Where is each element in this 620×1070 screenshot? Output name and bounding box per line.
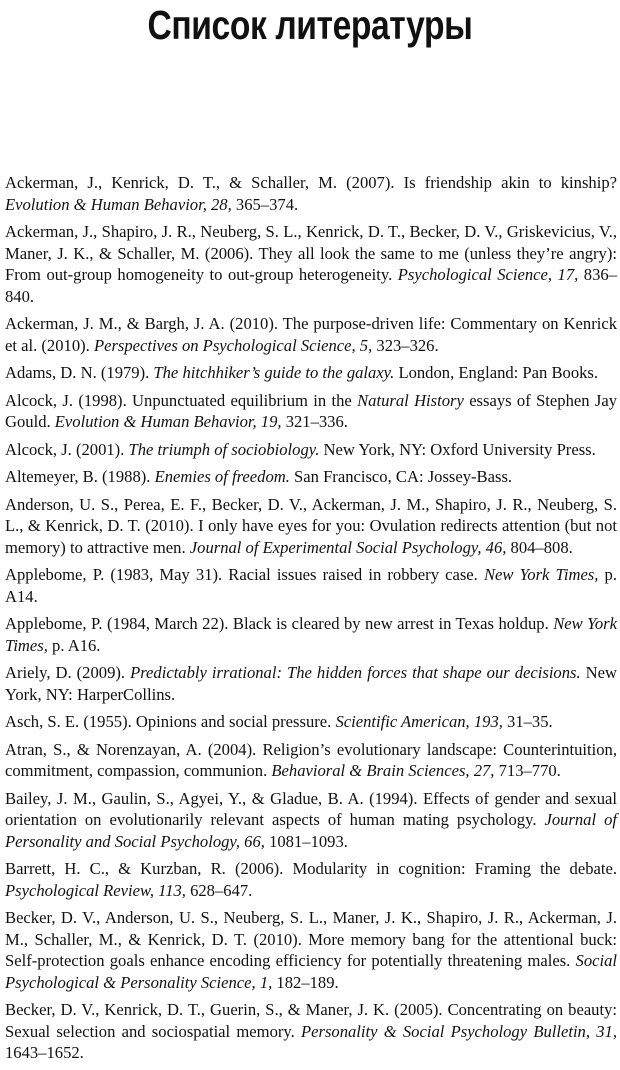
reference-text: Alcock, J. (1998). Unpunctuated equilibrium in the [5, 390, 358, 410]
reference-text: Barrett, H. C., & Kurzban, R. (2006). Modularity in cognition: Framing the debate. [5, 859, 617, 878]
reference-text: Becker, D. V., Anderson, U. S., Neuberg, S. L., Maner, J. K., Shapiro, J. R., Ackerman, J. M., Schaller, M., & Kenrick, D. T. (2010). More memory bang for the attentional buck: Self-protection goals enhance encoding efficiency for potentially threatening males. [5, 908, 617, 970]
reference-source: Personality & Social Psychology Bulletin, 31, [301, 1021, 617, 1041]
reference-text: 836–840. [5, 265, 617, 306]
reference-source: Psychological Science, 17, [397, 265, 579, 284]
reference-text: essays of Stephen Jay Gould. [5, 390, 617, 431]
reference-entry [5, 907, 617, 993]
reference-entry [5, 362, 617, 384]
reference-source: The triumph of sociobiology. [128, 439, 320, 459]
reference-text: 321–336. [281, 412, 348, 431]
reference-source: Psychological Review, 113, [5, 880, 186, 900]
reference-entry [5, 999, 617, 1064]
reference-text: Adams, D. N. (1979). [5, 363, 154, 382]
reference-entry [5, 858, 617, 901]
reference-text: Applebome, P. (1984, March 22). Black is cleared by new arrest in Texas holdup. [5, 614, 554, 633]
reference-source: New York Times, [5, 614, 617, 655]
reference-text: Ackerman, J., Shapiro, J. R., Neuberg, S. L., Kenrick, D. T., Becker, D. V., Griskevicius, V., Maner, J. K., & Schaller, M. (2006). They all look the same to me (unless they’re angry): From out-group homogeneity to out-group heterogeneity. [5, 222, 617, 284]
reference-source: Evolution & Human Behavior, 19, [54, 412, 282, 431]
reference-source: Enemies of freedom. [154, 467, 290, 486]
reference-entry [5, 439, 617, 461]
reference-text: Becker, D. V., Kenrick, D. T., Guerin, S., & Maner, J. K. (2005). Concentrating on beauty: Sexual selection and sociospatial memory. [5, 1000, 617, 1041]
reference-text: 1643–1652. [5, 1043, 84, 1062]
reference-source: Journal of Experimental Social Psychology, 46, [189, 537, 507, 557]
reference-text: Bailey, J. M., Gaulin, S., Agyei, Y., & Gladue, B. A. (1994). Effects of gender and sexual orientation on evolutionarily relevant aspects of human mating psychology. [5, 788, 617, 829]
reference-entry [5, 662, 617, 705]
reference-source: Evolution & Human Behavior, 28, [5, 194, 232, 214]
reference-entry [5, 466, 617, 488]
reference-text: San Francisco, CA: Jossey-Bass. [289, 467, 513, 486]
reference-entry [5, 613, 617, 656]
reference-source: Scientific American, 193, [335, 712, 503, 731]
reference-text: 713–770. [494, 761, 561, 780]
reference-source: Perspectives on Psychological Science, 5, [93, 335, 373, 355]
reference-text: Altemeyer, B. (1988). [5, 467, 155, 486]
reference-list [5, 172, 617, 1070]
reference-text: Ackerman, J., Kenrick, D. T., & Schaller, M. (2007). Is friendship akin to kinship? [5, 173, 617, 192]
reference-text: p. A16. [47, 635, 101, 655]
reference-source: Behavioral & Brain Sciences, 27, [271, 761, 495, 780]
reference-entry [5, 494, 617, 559]
reference-text: Atran, S., & Norenzayan, A. (2004). Religion’s evolutionary landscape: Counterintuition, commitment, compassion, communion. [5, 739, 617, 780]
reference-text: 365–374. [231, 194, 299, 214]
reference-entry [5, 788, 617, 853]
reference-entry [5, 172, 617, 215]
reference-text: Asch, S. E. (1955). Opinions and social pressure. [5, 712, 336, 731]
reference-source: Natural History [357, 390, 464, 410]
reference-text: Anderson, U. S., Perea, E. F., Becker, D. V., Ackerman, J. M., Shapiro, J. R., Neuberg, S. L., & Kenrick, D. T. (2010). I only have eyes for you: Ovulation redirects attention (but not memory) to attractive men. [5, 494, 617, 557]
page-title: Список литературы [147, 2, 473, 48]
reference-text: 1081–1093. [264, 831, 348, 851]
reference-text: Applebome, P. (1983, May 31). Racial issues raised in robbery case. [5, 565, 484, 584]
reference-entry [5, 564, 617, 607]
reference-entry [5, 221, 617, 307]
reference-text: 323–326. [372, 335, 439, 355]
reference-text: London, England: Pan Books. [394, 363, 599, 382]
reference-entry [5, 390, 617, 433]
reference-source: The hitchhiker’s guide to the galaxy. [153, 363, 395, 382]
reference-source: Predictably irrational: The hidden forces that shape our decisions. [130, 663, 581, 682]
reference-source: New York Times, [483, 565, 599, 584]
reference-entry [5, 313, 617, 356]
reference-source: Social Psychological & Personality Science, 1, [5, 951, 617, 992]
reference-entry [5, 711, 617, 733]
reference-text: Ariely, D. (2009). [5, 663, 131, 682]
reference-text: New York, NY: HarperCollins. [5, 663, 618, 704]
reference-text: Ackerman, J. M., & Bargh, J. A. (2010). The purpose-driven life: Commentary on Kenrick et al. (2010). [5, 314, 617, 355]
reference-text: p. A14. [5, 565, 617, 606]
reference-text: Alcock, J. (2001). [5, 439, 129, 459]
reference-text: 182–189. [272, 972, 339, 992]
reference-text: New York, NY: Oxford University Press. [319, 439, 596, 459]
reference-source: Journal of Personality and Social Psychology, 66, [5, 810, 617, 851]
reference-text: 804–808. [506, 537, 573, 557]
reference-text: 628–647. [185, 880, 253, 900]
reference-entry [5, 739, 617, 782]
reference-text: 31–35. [502, 712, 553, 731]
